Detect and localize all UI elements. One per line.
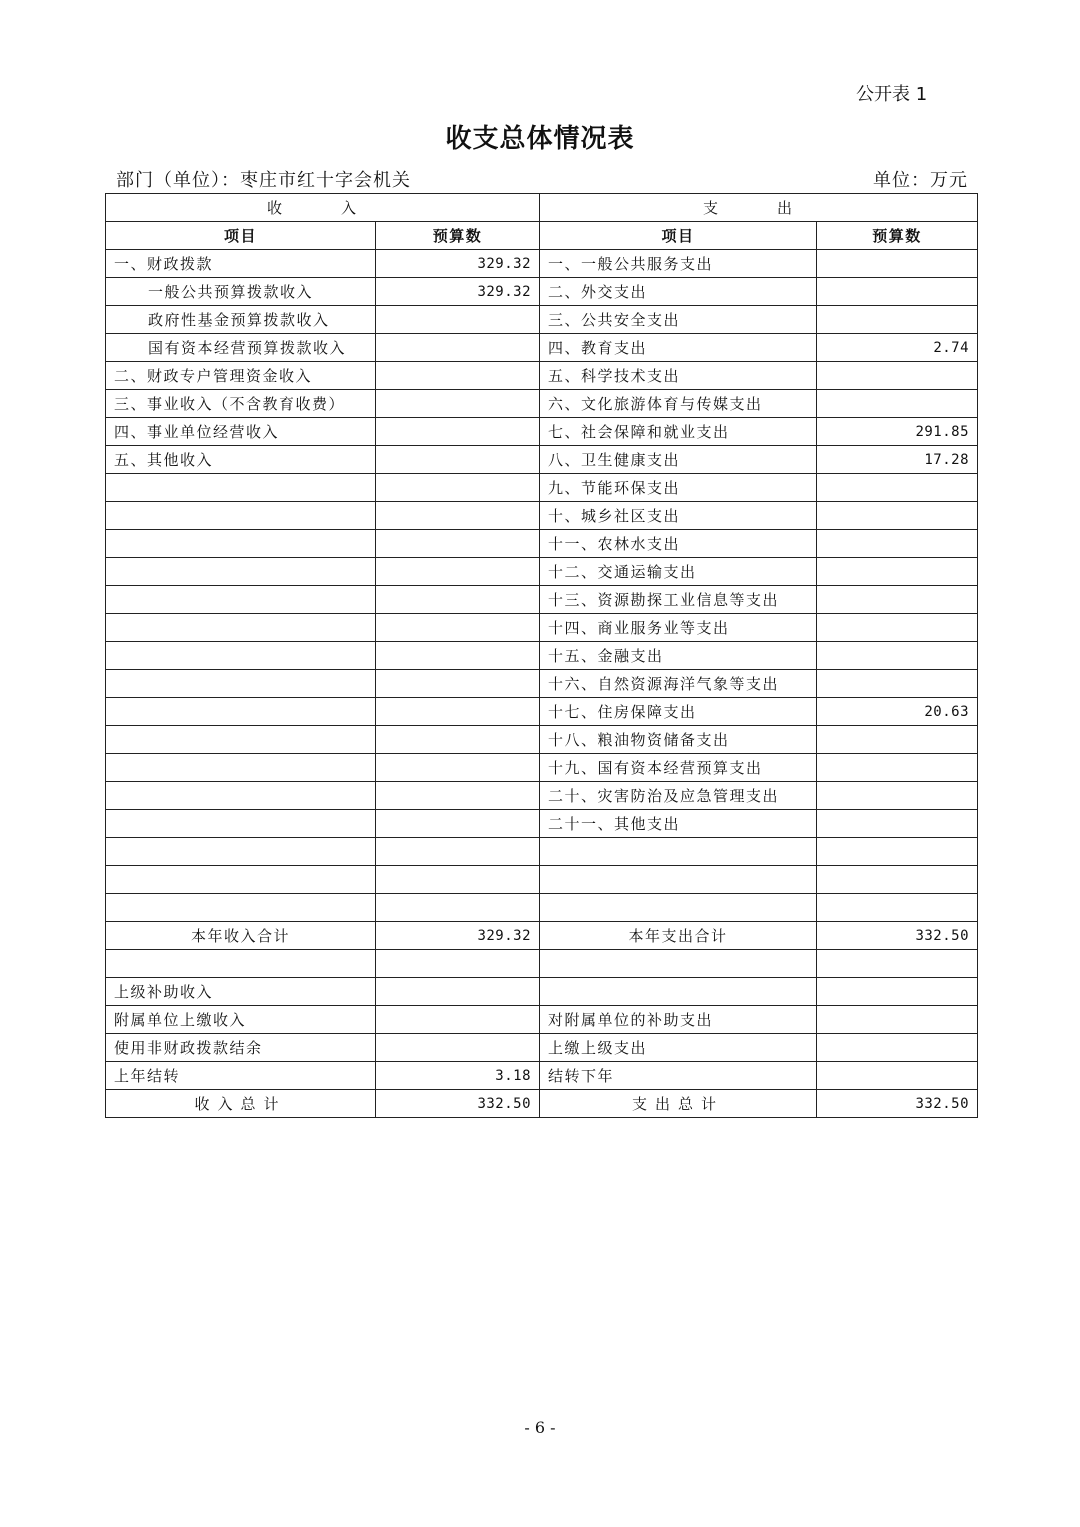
table-row [106, 782, 978, 810]
expense-value-cell [817, 1034, 978, 1062]
expense-value-cell [817, 670, 978, 698]
income-item-cell [106, 558, 376, 586]
expense-value-cell [817, 362, 978, 390]
income-item-cell: 二、财政专户管理资金收入 [106, 362, 376, 390]
expense-value-cell [817, 530, 978, 558]
grand-total-row [106, 1090, 978, 1118]
expense-item-cell [540, 950, 817, 978]
expense-item-cell [540, 838, 817, 866]
table-row [106, 642, 978, 670]
expense-value-cell [817, 474, 978, 502]
expense-value-cell: 291.85 [817, 418, 978, 446]
expense-item-cell: 十七、住房保障支出 [540, 698, 817, 726]
expense-value-cell [817, 838, 978, 866]
table-row [106, 754, 978, 782]
income-value-cell [376, 726, 540, 754]
income-value-cell [376, 978, 540, 1006]
table-row [106, 334, 978, 362]
expense-item-cell: 八、卫生健康支出 [540, 446, 817, 474]
section-header-row [106, 194, 978, 222]
table-row [106, 418, 978, 446]
income-value-cell [376, 334, 540, 362]
expense-item-cell: 六、文化旅游体育与传媒支出 [540, 390, 817, 418]
table-row [106, 502, 978, 530]
expense-value-cell [817, 810, 978, 838]
table-row [106, 530, 978, 558]
table-row [106, 446, 978, 474]
expense-value-cell [817, 866, 978, 894]
year-total-row [106, 922, 978, 950]
table-row [106, 278, 978, 306]
expense-year-total-value: 332.50 [817, 922, 978, 950]
unit-label: 单位：万元 [873, 170, 968, 191]
expense-value-cell [817, 754, 978, 782]
expense-value-cell [817, 782, 978, 810]
expense-year-total-label: 本年支出合计 [540, 922, 817, 950]
expense-item-cell: 九、节能环保支出 [540, 474, 817, 502]
income-grand-total-value: 332.50 [376, 1090, 540, 1118]
income-value-cell [376, 530, 540, 558]
income-item-cell [106, 670, 376, 698]
income-item-cell [106, 950, 376, 978]
income-budget-header: 预算数 [376, 222, 540, 250]
income-item-cell [106, 530, 376, 558]
expense-item-cell: 上缴上级支出 [540, 1034, 817, 1062]
income-item-cell [106, 782, 376, 810]
table-row [106, 390, 978, 418]
table-row [106, 558, 978, 586]
income-item-cell [106, 838, 376, 866]
income-item-cell [106, 754, 376, 782]
income-value-cell [376, 1034, 540, 1062]
expense-value-cell [817, 726, 978, 754]
expense-item-cell: 对附属单位的补助支出 [540, 1006, 817, 1034]
income-item-cell: 上年结转 [106, 1062, 376, 1090]
income-item-cell: 一、财政拨款 [106, 250, 376, 278]
income-value-cell [376, 418, 540, 446]
expense-item-cell: 七、社会保障和就业支出 [540, 418, 817, 446]
income-value-cell [376, 950, 540, 978]
income-item-cell [106, 474, 376, 502]
expense-value-cell [817, 558, 978, 586]
expense-value-cell: 17.28 [817, 446, 978, 474]
income-value-cell: 329.32 [376, 278, 540, 306]
income-item-header: 项目 [106, 222, 376, 250]
expense-item-cell: 结转下年 [540, 1062, 817, 1090]
table-row [106, 1034, 978, 1062]
expense-item-cell: 五、科学技术支出 [540, 362, 817, 390]
income-value-cell [376, 894, 540, 922]
expense-value-cell [817, 950, 978, 978]
expense-item-cell: 十九、国有资本经营预算支出 [540, 754, 817, 782]
income-item-cell [106, 810, 376, 838]
income-item-cell: 四、事业单位经营收入 [106, 418, 376, 446]
income-value-cell [376, 446, 540, 474]
blank-row [106, 866, 978, 894]
expense-item-cell: 三、公共安全支出 [540, 306, 817, 334]
income-value-cell [376, 306, 540, 334]
table-row [106, 698, 978, 726]
expense-item-cell: 二十一、其他支出 [540, 810, 817, 838]
expense-value-cell [817, 642, 978, 670]
table-row [106, 362, 978, 390]
income-item-cell: 使用非财政拨款结余 [106, 1034, 376, 1062]
income-year-total-label: 本年收入合计 [106, 922, 376, 950]
expense-budget-header: 预算数 [817, 222, 978, 250]
income-value-cell [376, 810, 540, 838]
expense-item-cell: 二十、灾害防治及应急管理支出 [540, 782, 817, 810]
table-row [106, 670, 978, 698]
expense-item-cell: 十六、自然资源海洋气象等支出 [540, 670, 817, 698]
page-title: 收支总体情况表 [445, 124, 635, 154]
income-value-cell [376, 474, 540, 502]
expense-item-cell: 四、教育支出 [540, 334, 817, 362]
income-item-cell [106, 894, 376, 922]
income-item-cell [106, 698, 376, 726]
expense-value-cell [817, 390, 978, 418]
income-item-cell: 上级补助收入 [106, 978, 376, 1006]
expense-value-cell [817, 502, 978, 530]
expense-value-cell [817, 586, 978, 614]
expense-item-cell: 十二、交通运输支出 [540, 558, 817, 586]
expense-section-header: 支 出 [540, 194, 978, 222]
blank-row [106, 950, 978, 978]
expense-item-cell: 十四、商业服务业等支出 [540, 614, 817, 642]
expense-item-header: 项目 [540, 222, 817, 250]
income-value-cell [376, 362, 540, 390]
income-year-total-value: 329.32 [376, 922, 540, 950]
table-row [106, 726, 978, 754]
blank-row [106, 838, 978, 866]
expense-value-cell: 20.63 [817, 698, 978, 726]
income-value-cell [376, 698, 540, 726]
income-item-cell: 附属单位上缴收入 [106, 1006, 376, 1034]
income-grand-total-label: 收入总计 [106, 1090, 376, 1118]
form-code: 公开表 1 [856, 84, 928, 105]
expense-value-cell [817, 278, 978, 306]
expense-value-cell [817, 978, 978, 1006]
page-number: - 6 - [524, 1418, 556, 1437]
income-value-cell [376, 782, 540, 810]
budget-table [105, 193, 978, 1118]
expense-value-cell [817, 250, 978, 278]
expense-item-cell: 一、一般公共服务支出 [540, 250, 817, 278]
income-item-cell: 一般公共预算拨款收入 [106, 278, 376, 306]
department-label: 部门（单位）：枣庄市红十字会机关 [116, 170, 411, 191]
income-value-cell [376, 390, 540, 418]
income-item-cell [106, 502, 376, 530]
income-item-cell [106, 642, 376, 670]
income-section-header: 收 入 [106, 194, 540, 222]
income-item-cell [106, 866, 376, 894]
income-item-cell [106, 726, 376, 754]
table-row [106, 586, 978, 614]
table-row [106, 250, 978, 278]
expense-value-cell [817, 1006, 978, 1034]
income-value-cell [376, 558, 540, 586]
income-item-cell [106, 614, 376, 642]
expense-value-cell: 2.74 [817, 334, 978, 362]
income-value-cell [376, 838, 540, 866]
income-value-cell [376, 642, 540, 670]
expense-item-cell [540, 978, 817, 1006]
income-value-cell [376, 1006, 540, 1034]
expense-item-cell: 十三、资源勘探工业信息等支出 [540, 586, 817, 614]
income-item-cell [106, 586, 376, 614]
income-value-cell: 329.32 [376, 250, 540, 278]
expense-grand-total-label: 支出总计 [540, 1090, 817, 1118]
income-value-cell [376, 670, 540, 698]
expense-item-cell [540, 866, 817, 894]
income-item-cell: 政府性基金预算拨款收入 [106, 306, 376, 334]
expense-item-cell: 十一、农林水支出 [540, 530, 817, 558]
income-item-cell: 五、其他收入 [106, 446, 376, 474]
income-value-cell: 3.18 [376, 1062, 540, 1090]
income-value-cell [376, 586, 540, 614]
expense-item-cell: 十五、金融支出 [540, 642, 817, 670]
income-value-cell [376, 754, 540, 782]
income-item-cell: 三、事业收入（不含教育收费） [106, 390, 376, 418]
expense-grand-total-value: 332.50 [817, 1090, 978, 1118]
income-value-cell [376, 866, 540, 894]
expense-item-cell [540, 894, 817, 922]
table-row [106, 614, 978, 642]
income-value-cell [376, 502, 540, 530]
table-row [106, 306, 978, 334]
table-row [106, 810, 978, 838]
table-row [106, 978, 978, 1006]
expense-value-cell [817, 614, 978, 642]
expense-item-cell: 十、城乡社区支出 [540, 502, 817, 530]
table-row [106, 1062, 978, 1090]
column-header-row [106, 222, 978, 250]
expense-value-cell [817, 306, 978, 334]
income-value-cell [376, 614, 540, 642]
expense-value-cell [817, 894, 978, 922]
expense-value-cell [817, 1062, 978, 1090]
table-row [106, 1006, 978, 1034]
expense-item-cell: 二、外交支出 [540, 278, 817, 306]
blank-row [106, 894, 978, 922]
table-row [106, 474, 978, 502]
expense-item-cell: 十八、粮油物资储备支出 [540, 726, 817, 754]
income-item-cell: 国有资本经营预算拨款收入 [106, 334, 376, 362]
